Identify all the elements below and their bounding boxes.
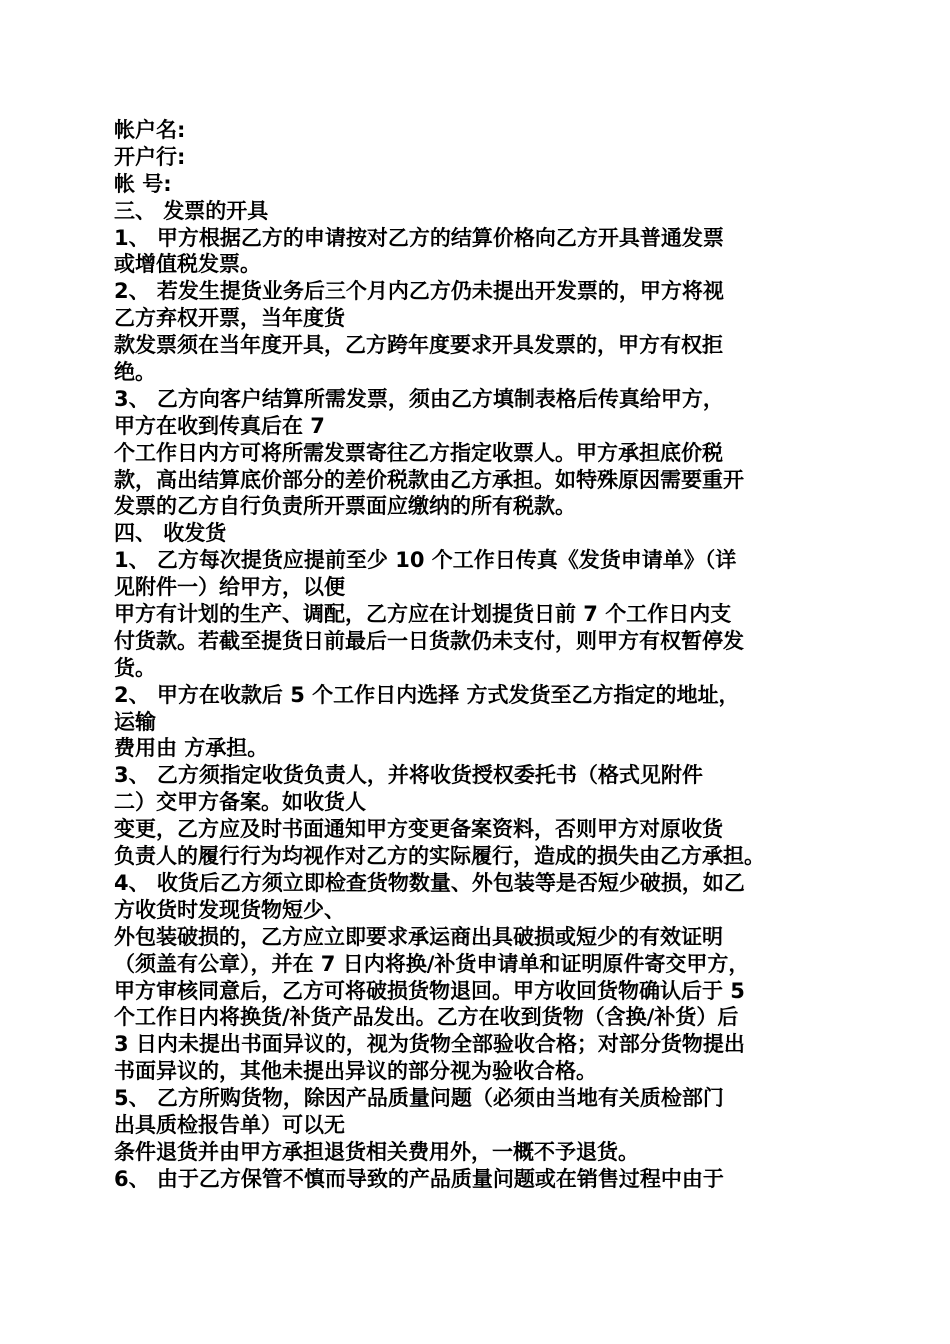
text-line: 2、 甲方在收款后 5 个工作日内选择 方式发货至乙方指定的地址，	[114, 682, 740, 707]
text-line: 书面异议的，其他未提出异议的部分视为验收合格。	[114, 1059, 597, 1084]
document-body	[114, 117, 844, 1193]
text-line: 3、 乙方须指定收货负责人，并将收货授权委托书（格式见附件	[114, 763, 703, 788]
text-line: 货。	[114, 655, 156, 680]
text-line: 帐 号:	[114, 171, 172, 196]
text-line: 外包装破损的，乙方应立即要求承运商出具破损或短少的有效证明	[114, 924, 723, 949]
text-line: 帐户名:	[114, 118, 186, 142]
text-line: 甲方审核同意后，乙方可将破损货物退回。甲方收回货物确认后于 5	[114, 978, 745, 1003]
text-line: 付货款。若截至提货日前最后一日货款仍未支付，则甲方有权暂停发	[114, 628, 744, 653]
text-line: 甲方有计划的生产、调配，乙方应在计划提货日前 7 个工作日内支	[114, 602, 732, 627]
text-line: 出具质检报告单）可以无	[114, 1112, 345, 1137]
text-line: 3、 乙方向客户结算所需发票，须由乙方填制表格后传真给甲方，	[114, 386, 724, 411]
text-line: 1、 乙方每次提货应提前至少 10 个工作日传真《发货申请单》（详	[114, 548, 737, 573]
text-line: 费用由 方承担。	[114, 736, 269, 761]
text-line: 4、 收货后乙方须立即检查货物数量、外包装等是否短少破损，如乙	[114, 870, 745, 895]
text-line: 6、 由于乙方保管不慎而导致的产品质量问题或在销售过程中由于	[114, 1166, 724, 1191]
text-line: 1、 甲方根据乙方的申请按对乙方的结算价格向乙方开具普通发票	[114, 225, 724, 250]
text-line: 二）交甲方备案。如收货人	[114, 790, 366, 815]
text-line: 或增值税发票。	[114, 252, 261, 277]
text-line: 个工作日内方可将所需发票寄往乙方指定收票人。甲方承担底价税	[114, 440, 723, 465]
text-line: 方收货时发现货物短少、	[114, 897, 345, 922]
text-line: 3 日内未提出书面异议的，视为货物全部验收合格；对部分货物提出	[114, 1032, 745, 1057]
text-line: 三、 发票的开具	[114, 198, 269, 223]
text-line: 发票的乙方自行负责所开票面应缴纳的所有税款。	[114, 494, 576, 519]
text-line: 5、 乙方所购货物，除因产品质量问题（必须由当地有关质检部门	[114, 1086, 724, 1111]
text-line: 运输	[114, 709, 156, 734]
text-line: （须盖有公章），并在 7 日内将换/补货申请单和证明原件寄交甲方，	[114, 951, 750, 976]
text-line: 见附件一）给甲方，以便	[114, 575, 345, 600]
text-line: 乙方弃权开票，当年度货	[114, 306, 345, 331]
text-line: 开户行:	[114, 144, 186, 169]
text-line: 负责人的履行行为均视作对乙方的实际履行，造成的损失由乙方承担。	[114, 844, 765, 869]
text-line: 四、 收发货	[114, 521, 227, 546]
text-line: 个工作日内将换货/补货产品发出。乙方在收到货物（含换/补货）后	[114, 1005, 739, 1030]
text-line: 条件退货并由甲方承担退货相关费用外，一概不予退货。	[114, 1139, 639, 1164]
text-line: 变更，乙方应及时书面通知甲方变更备案资料，否则甲方对原收货	[114, 817, 723, 842]
text-line: 2、 若发生提货业务后三个月内乙方仍未提出开发票的，甲方将视	[114, 279, 724, 304]
text-line: 甲方在收到传真后在 7	[114, 413, 325, 438]
text-line: 款，高出结算底价部分的差价税款由乙方承担。如特殊原因需要重开	[114, 467, 744, 492]
text-line: 款发票须在当年度开具，乙方跨年度要求开具发票的，甲方有权拒	[114, 333, 723, 358]
text-line: 绝。	[114, 360, 156, 385]
